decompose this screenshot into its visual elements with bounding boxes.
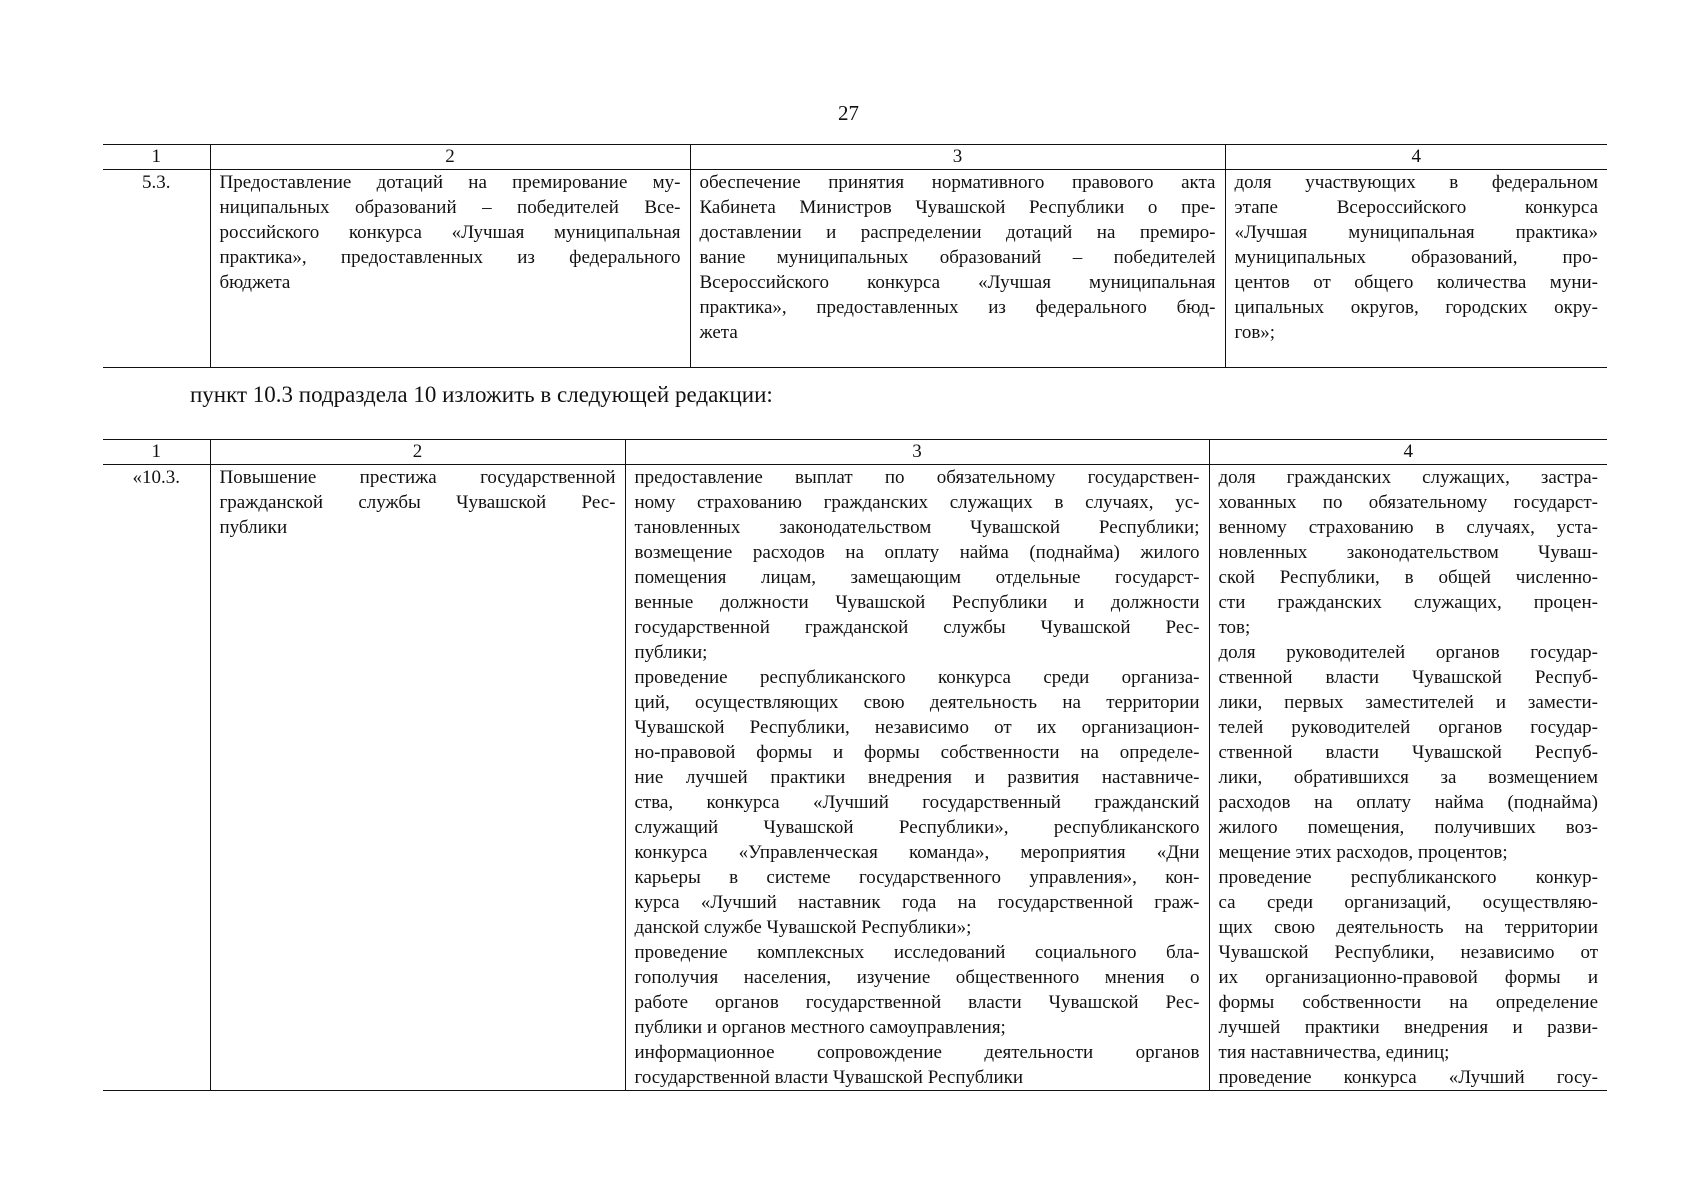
text-line: жета [699,322,738,343]
text-line: ному страхованию гражданских служащих в случаях, ус- [634,492,1200,513]
table-program-10-3 [103,439,1607,1091]
text-line: служащий Чувашской Республики», республиканского [634,817,1200,838]
item-number: 5.3. [103,170,210,368]
text-line: хованных по обязательному государст- [1218,492,1598,513]
text-line: гражданской службы Чувашской Рес- [219,492,616,513]
table-row [103,465,1607,1091]
column-header-3: 3 [690,145,1225,170]
text-line: проведение комплексных исследований социального бла- [634,942,1200,963]
text-line: курса «Лучший наставник года на государственной граж- [634,892,1200,913]
text-line: Чувашской Республики, независимо от [1218,942,1598,963]
text-line: доля участвующих в федеральном [1234,172,1598,193]
measure-name-cell [210,170,690,368]
column-header-1: 1 [103,440,210,465]
column-header-2: 2 [210,440,625,465]
text-line: но-правовой формы и формы собственности на определе- [634,742,1200,763]
text-line: расходов на оплату найма (поднайма) [1218,792,1598,813]
text-line: Кабинета Министров Чувашской Республики о пре- [699,197,1216,218]
text-line: данской службе Чувашской Республики»; [634,917,972,938]
text-line: ственной власти Чувашской Респуб- [1218,667,1598,688]
indicator-cell [1209,465,1607,1091]
text-line: доля руководителей органов государ- [1218,642,1598,663]
text-line: лучшей практики внедрения и разви- [1218,1017,1598,1038]
text-line: государственной власти Чувашской Республики [634,1067,1024,1088]
text-line: практика», предоставленных из федерального [219,247,681,268]
text-line: проведение республиканского конкур- [1218,867,1598,888]
text-line: са среди организаций, осуществляю- [1218,892,1598,913]
text-line: доставлении и распределении дотаций на премиро- [699,222,1216,243]
text-line: сти гражданских служащих, процен- [1218,592,1598,613]
text-line: предоставление выплат по обязательному государствен- [634,467,1200,488]
text-line: лики, обратившихся за возмещением [1218,767,1598,788]
text-line: гов»; [1234,322,1276,343]
table-row [103,170,1607,368]
text-line: телей руководителей органов государ- [1218,717,1598,738]
column-header-4: 4 [1209,440,1607,465]
text-line: помещения лицам, замещающим отдельные государст- [634,567,1200,588]
text-line: венные должности Чувашской Республики и должности [634,592,1200,613]
text-line: Предоставление дотаций на премирование му- [219,172,681,193]
text-line: работе органов государственной власти Чувашской Рес- [634,992,1200,1013]
text-line: ниципальных образований – победителей Все- [219,197,681,218]
text-line: публики; [634,642,708,663]
text-line: гополучия населения, изучение общественного мнения о [634,967,1200,988]
text-line: карьеры в системе государственного управления», кон- [634,867,1200,888]
text-line: формы собственности на определение [1218,992,1598,1013]
table-header-row [103,440,1607,465]
column-header-4: 4 [1225,145,1607,170]
expected-result-cell [625,465,1209,1091]
text-line: новленных законодательством Чуваш- [1218,542,1598,563]
column-header-3: 3 [625,440,1209,465]
text-line: этапе Всероссийского конкурса [1234,197,1598,218]
amendment-instruction: пункт 10.3 подраздела 10 изложить в следующей редакции: [190,382,773,407]
text-line: лики, первых заместителей и замести- [1218,692,1598,713]
text-line: мещение этих расходов, процентов; [1218,842,1508,863]
table-header-row [103,145,1607,170]
text-line: доля гражданских служащих, застра- [1218,467,1598,488]
text-line: обеспечение принятия нормативного правового акта [699,172,1216,193]
text-line: щих свою деятельность на территории [1218,917,1598,938]
text-line: возмещение расходов на оплату найма (поднайма) жилого [634,542,1200,563]
text-line: жилого помещения, получивших воз- [1218,817,1598,838]
text-line: Повышение престижа государственной [219,467,616,488]
column-header-2: 2 [210,145,690,170]
text-line: тия наставничества, единиц; [1218,1042,1450,1063]
text-line: Чувашской Республики, независимо от их организацион- [634,717,1200,738]
text-line: Всероссийского конкурса «Лучшая муниципальная [699,272,1216,293]
text-line: ской Республики, в общей численно- [1218,567,1598,588]
text-line: их организационно-правовой формы и [1218,967,1598,988]
text-line: практика», предоставленных из федерального бюд- [699,297,1216,318]
expected-result-cell [690,170,1225,368]
text-line: проведение конкурса «Лучший госу- [1218,1067,1598,1088]
text-line: «Лучшая муниципальная практика» [1234,222,1598,243]
text-line: ций, осуществляющих свою деятельность на территории [634,692,1200,713]
column-header-1: 1 [103,145,210,170]
indicator-cell [1225,170,1607,368]
text-line: ства, конкурса «Лучший государственный гражданский [634,792,1200,813]
text-line: центов от общего количества муни- [1234,272,1598,293]
page-number: 27 [838,101,859,125]
text-line: публики [219,517,288,538]
text-line: тановленных законодательством Чувашской Республики; [634,517,1200,538]
text-line: ственной власти Чувашской Респуб- [1218,742,1598,763]
text-line: ние лучшей практики внедрения и развития наставниче- [634,767,1200,788]
text-line: тов; [1218,617,1251,638]
text-line: венному страхованию в случаях, уста- [1218,517,1598,538]
text-line: информационное сопровождение деятельности органов [634,1042,1200,1063]
text-line: ципальных округов, городских окру- [1234,297,1598,318]
text-line: муниципальных образований, про- [1234,247,1598,268]
item-number: «10.3. [103,465,210,1091]
text-line: государственной гражданской службы Чувашской Рес- [634,617,1200,638]
text-line: проведение республиканского конкурса среди организа- [634,667,1200,688]
text-line: конкурса «Управленческая команда», мероприятия «Дни [634,842,1200,863]
text-line: вание муниципальных образований – победителей [699,247,1216,268]
text-line: российского конкурса «Лучшая муниципальная [219,222,681,243]
table-program-5-3 [103,144,1607,368]
text-line: бюджета [219,272,291,293]
text-line: публики и органов местного самоуправления; [634,1017,1006,1038]
measure-name-cell [210,465,625,1091]
